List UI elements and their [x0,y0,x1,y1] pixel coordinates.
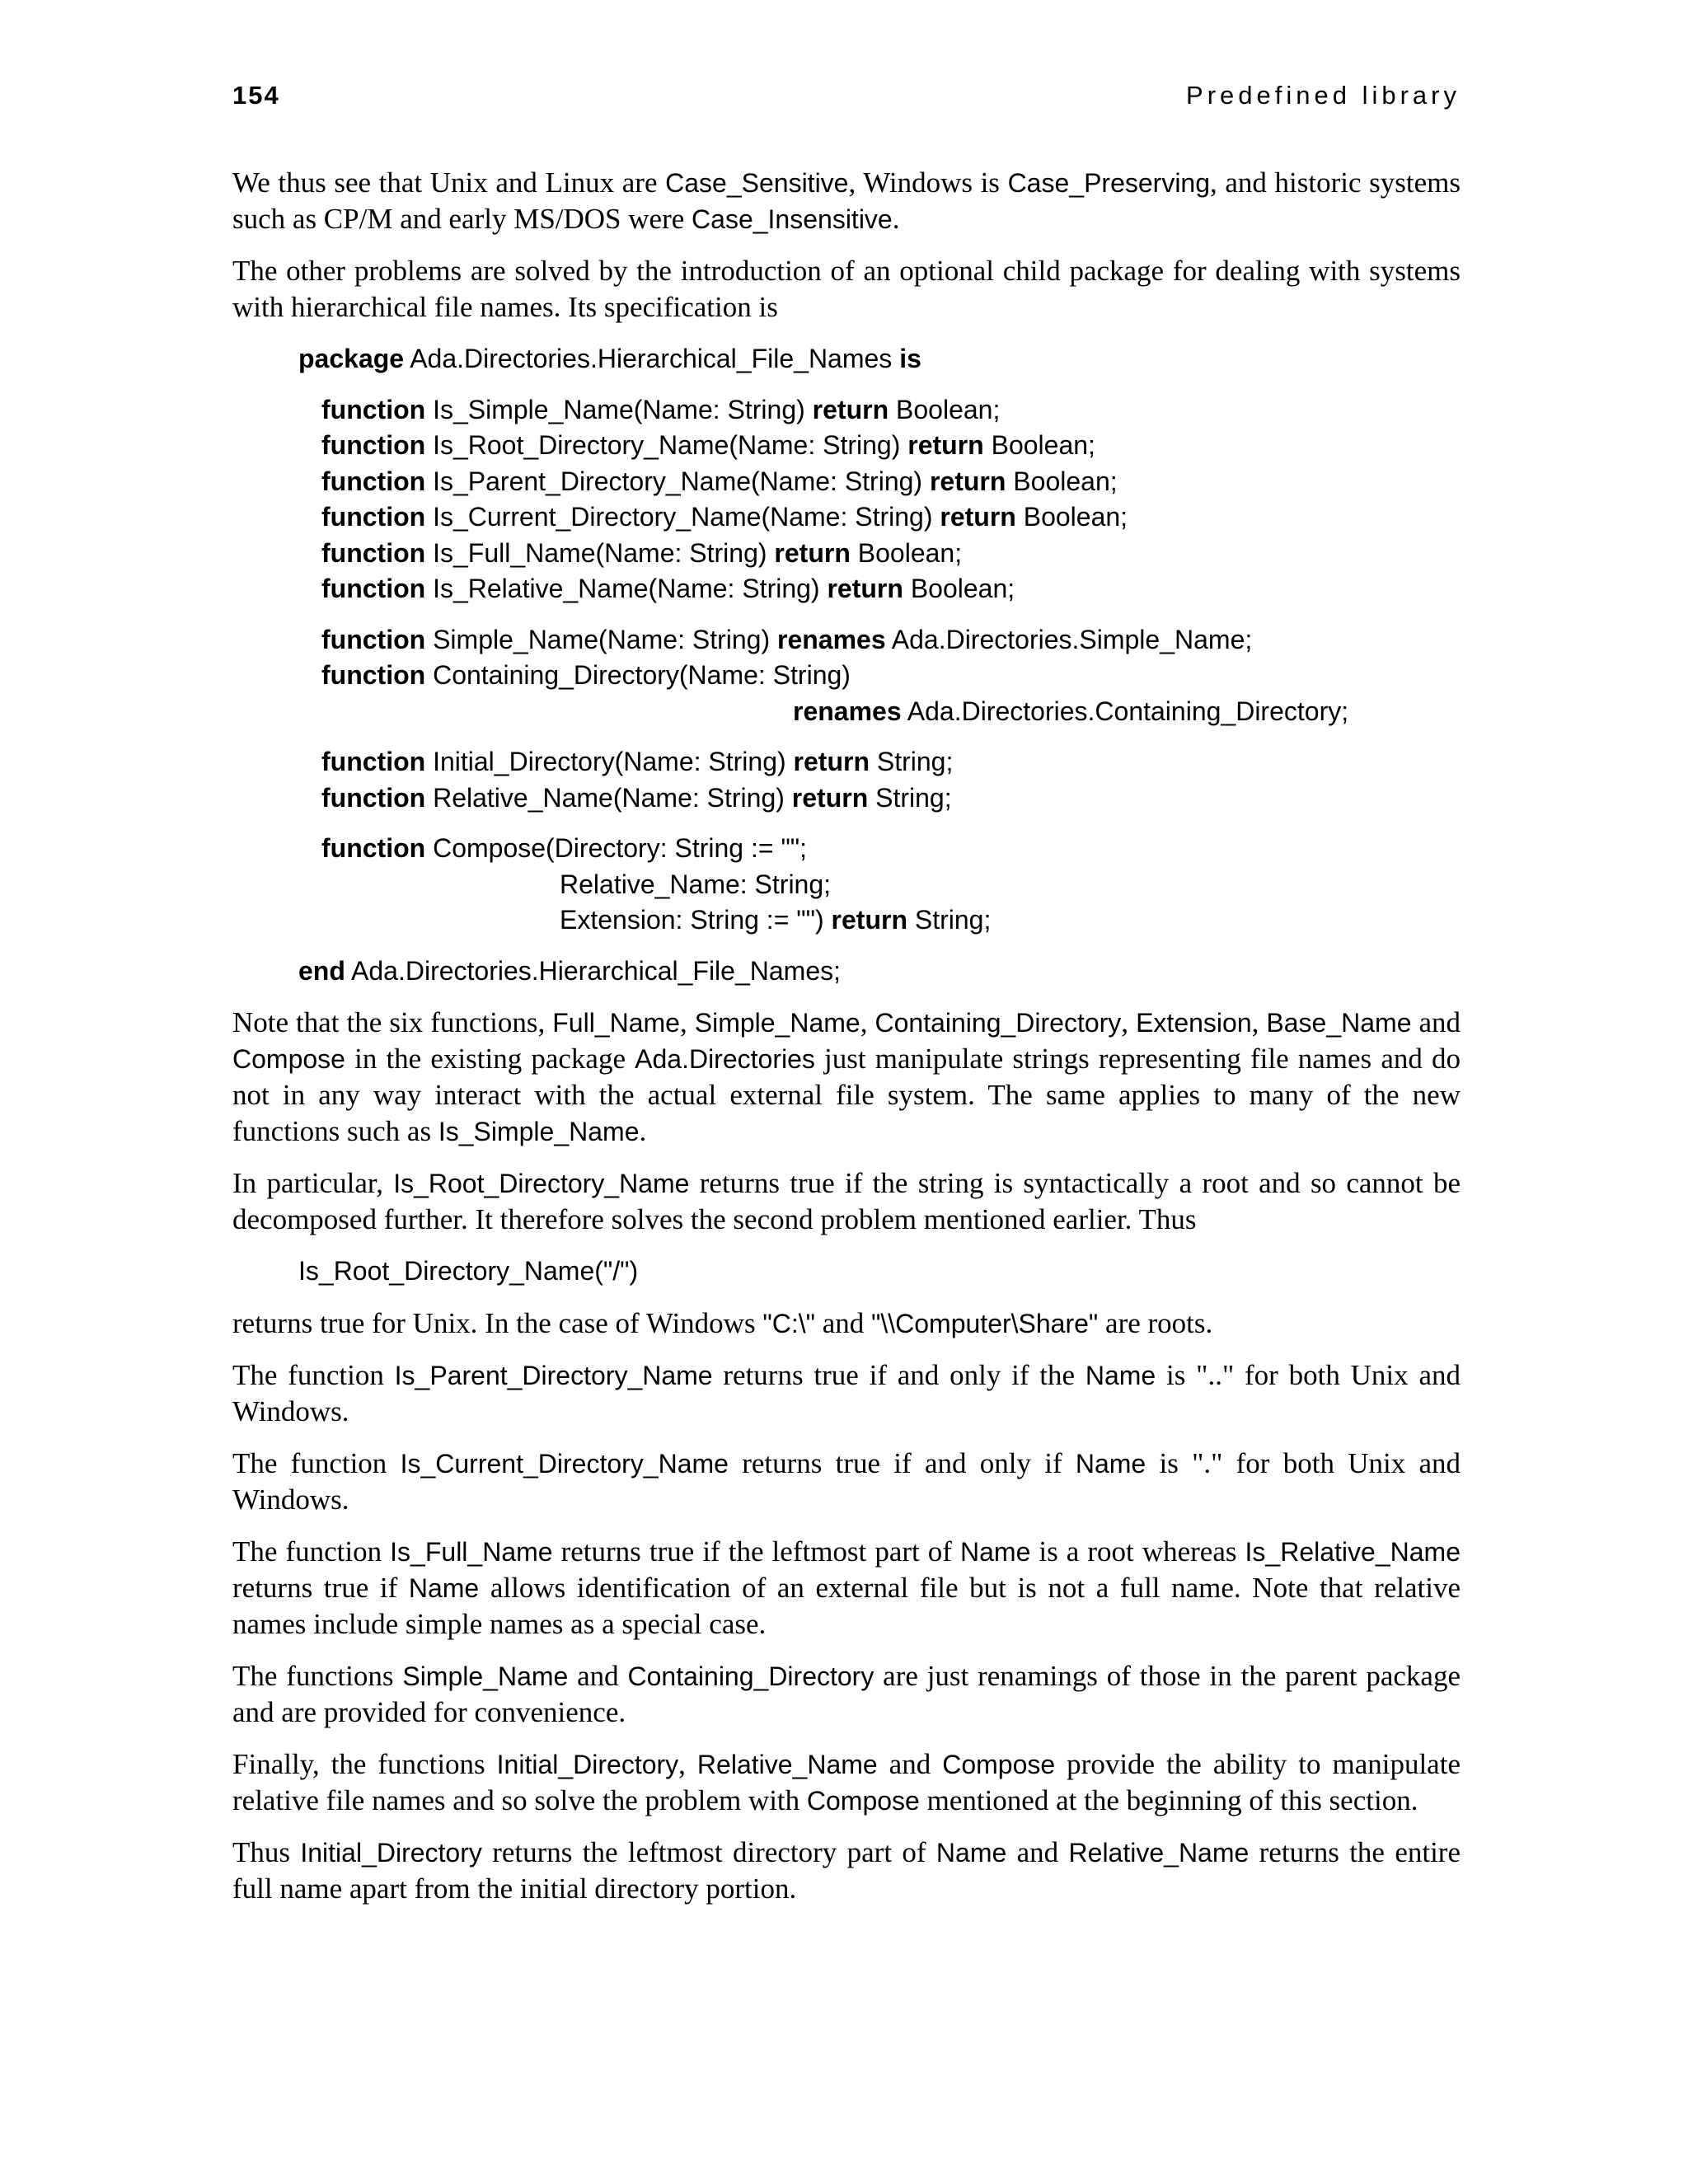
paragraph-child-package-intro: The other problems are solved by the introduction of an optional child package for dealing with systems with hierarchical file names. Its specification is [232,255,1461,323]
paragraph-case-sensitivity: We thus see that Unix and Linux are Case_Sensitive, Windows is Case_Preserving, and historic systems such as CP/M and early MS/DOS were Case_Insensitive. [232,166,1461,235]
code-line: function Is_Relative_Name(Name: String) return Boolean; [321,574,1015,603]
paragraph-parent-directory: The function Is_Parent_Directory_Name returns true if and only if the Name is ".." for both Unix and Windows. [232,1358,1461,1427]
code-line: Relative_Name: String; [560,869,832,899]
code-line: function Containing_Directory(Name: String) [321,660,851,690]
page-number: 154 [232,81,280,110]
paragraph-windows-roots: returns true for Unix. In the case of Windows "C:\" and "\\Computer\Share" are roots. [232,1306,1213,1339]
code-line: function Is_Root_Directory_Name(Name: String) return Boolean; [321,430,1095,460]
paragraph-initial-directory: Thus Initial_Directory returns the leftmost directory part of Name and Relative_Name returns the entire full name apart from the initial directory portion. [232,1835,1461,1905]
code-line: function Initial_Directory(Name: String) return String; [321,747,954,776]
page-header [232,81,1461,117]
paragraph-six-functions: Note that the six functions, Full_Name, Simple_Name, Containing_Directory, Extension, Base_Name and Compose in the existing package Ada.Directories just manipulate strings representing file names and do not in any way interact with the actual external file system. The same applies to many of the new functions such as Is_Simple_Name. [232,1006,1461,1147]
code-line: function Compose(Directory: String := ""; [321,833,808,863]
paragraph-renamings: The functions Simple_Name and Containing_Directory are just renamings of those in the parent package and are provided for convenience. [232,1659,1461,1728]
paragraph-root-directory: In particular, Is_Root_Directory_Name returns true if the string is syntactically a root and so cannot be decomposed further. It therefore solves the second problem mentioned earlier. Thus [232,1167,1461,1235]
code-line: function Simple_Name(Name: String) renames Ada.Directories.Simple_Name; [321,624,1253,654]
root-directory-example-code: Is_Root_Directory_Name("/") [298,1256,639,1286]
running-title: Predefined library [1186,81,1461,110]
package-specification-code [232,341,1461,989]
code-line-end: end Ada.Directories.Hierarchical_File_Names; [298,955,841,986]
code-line: function Is_Current_Directory_Name(Name: String) return Boolean; [321,502,1128,532]
code-line: function Is_Simple_Name(Name: String) return Boolean; [321,394,1001,424]
paragraph-current-directory: The function Is_Current_Directory_Name returns true if and only if Name is "." for both Unix and Windows. [232,1446,1461,1516]
code-line: Extension: String := "") return String; [560,905,992,935]
code-line: function Relative_Name(Name: String) return String; [321,782,952,813]
code-line: function Is_Parent_Directory_Name(Name: String) return Boolean; [321,466,1118,496]
code-line: renames Ada.Directories.Containing_Directory; [793,696,1349,726]
code-line: function Is_Full_Name(Name: String) return Boolean; [321,537,963,568]
code-line-package: package Ada.Directories.Hierarchical_File_Names is [298,344,921,373]
paragraph-relative-names: Finally, the functions Initial_Directory, Relative_Name and Compose provide the ability to manipulate relative file names and so solve the problem with Compose mentioned at the beginning of this section. [232,1747,1461,1816]
page-body [232,165,1461,1923]
paragraph-full-name: The function Is_Full_Name returns true if the leftmost part of Name is a root whereas Is_Relative_Name returns true if Name allows identification of an external file but is not a full name. Note that relative names include simple names as a special case. [232,1535,1461,1640]
